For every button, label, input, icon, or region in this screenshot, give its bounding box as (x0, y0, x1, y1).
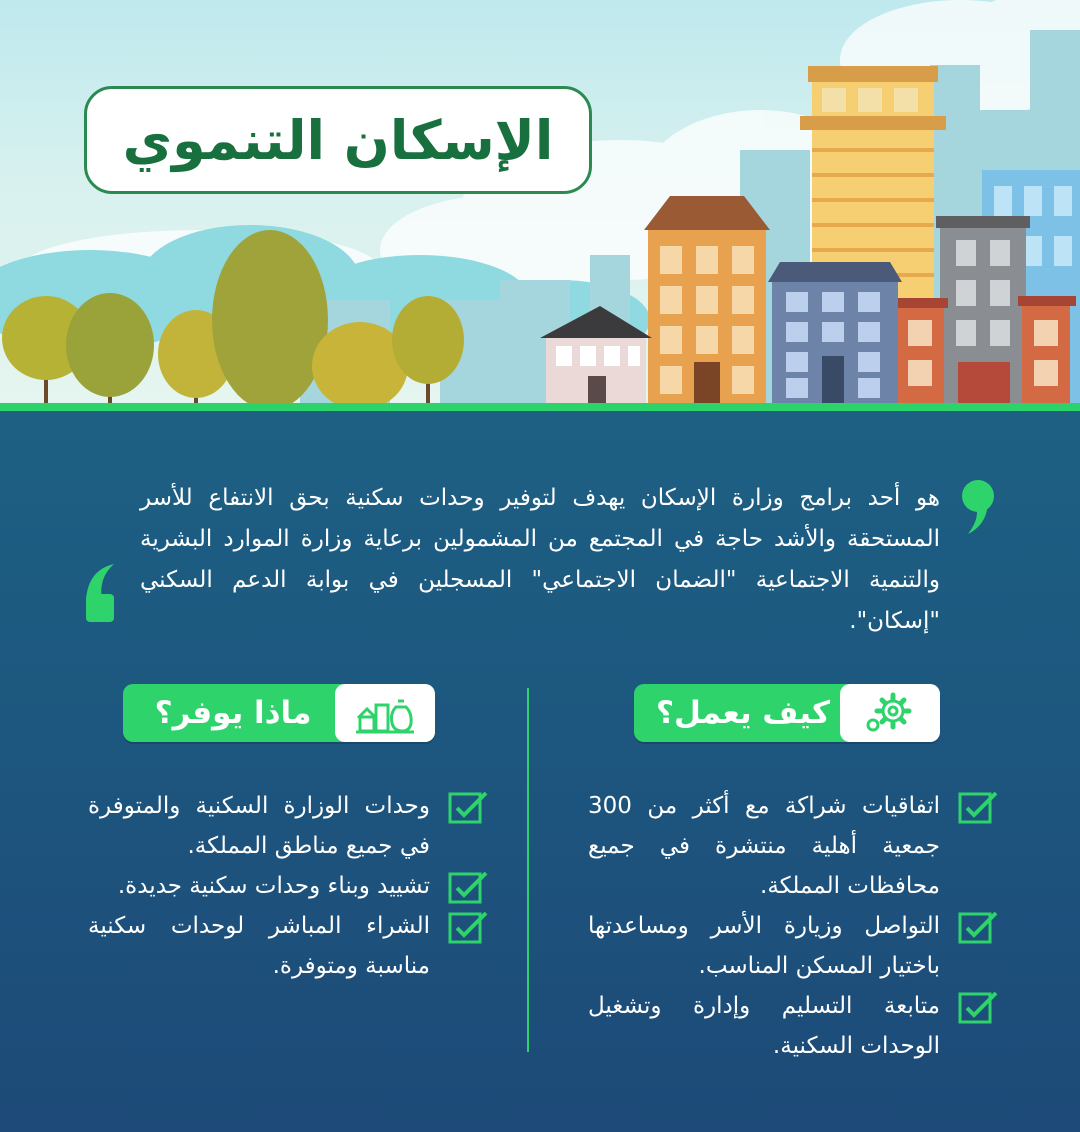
what-it-offers-list (88, 786, 488, 986)
column-divider (527, 688, 529, 1052)
how-it-works-list (588, 786, 998, 1066)
how-it-works-item-text: اتفاقيات شراكة مع أكثر من 300 جمعية أهلية منتشرة في جميع محافظات المملكة. (588, 793, 940, 899)
list-item (588, 786, 998, 906)
city-scene (0, 0, 1080, 408)
houses-money-icon (354, 691, 416, 735)
what-it-offers-item-text: وحدات الوزارة السكنية والمتوفرة في جميع مناطق المملكة. (88, 793, 430, 859)
list-item (88, 866, 488, 906)
checkbox-icon (448, 790, 488, 824)
list-item (88, 786, 488, 866)
how-it-works-item-text: متابعة التسليم وإدارة وتشغيل الوحدات السكنية. (588, 993, 940, 1059)
title-card (84, 86, 592, 194)
how-it-works-header (634, 684, 940, 742)
intro-paragraph: هو أحد برامج وزارة الإسكان يهدف لتوفير وحدات سكنية بحق الانتفاع للأسر المستحقة والأشد حاجة في المجتمع من المشمولين برعاية وزارة الموارد البشرية والتنمية الاجتماعية "الضمان الاجتماعي" المسجلين في بوابة الدعم السكني "إسكان". (140, 485, 940, 634)
how-it-works-heading: كيف يعمل؟ (656, 695, 830, 731)
gears-icon (859, 691, 921, 735)
list-item (588, 986, 998, 1066)
quote-open-icon (958, 478, 998, 538)
list-item (588, 906, 998, 986)
quote-close-icon (80, 560, 120, 624)
what-it-offers-icon-box (335, 684, 435, 742)
what-it-offers-item-text: الشراء المباشر لوحدات سكنية مناسبة ومتوفرة. (88, 913, 430, 979)
city-illustration (0, 0, 1080, 408)
ground-line (0, 403, 1080, 411)
how-it-works-icon-box (840, 684, 940, 742)
checkbox-icon (958, 990, 998, 1024)
what-it-offers-header (123, 684, 435, 742)
checkbox-icon (958, 910, 998, 944)
page-title: الإسكان التنموي (122, 108, 554, 172)
what-it-offers-item-text: تشييد وبناء وحدات سكنية جديدة. (117, 873, 430, 899)
what-it-offers-heading: ماذا يوفر؟ (154, 695, 312, 731)
checkbox-icon (448, 870, 488, 904)
how-it-works-item-text: التواصل وزيارة الأسر ومساعدتها باختيار المسكن المناسب. (588, 913, 940, 979)
checkbox-icon (958, 790, 998, 824)
checkbox-icon (448, 910, 488, 944)
list-item (88, 906, 488, 986)
